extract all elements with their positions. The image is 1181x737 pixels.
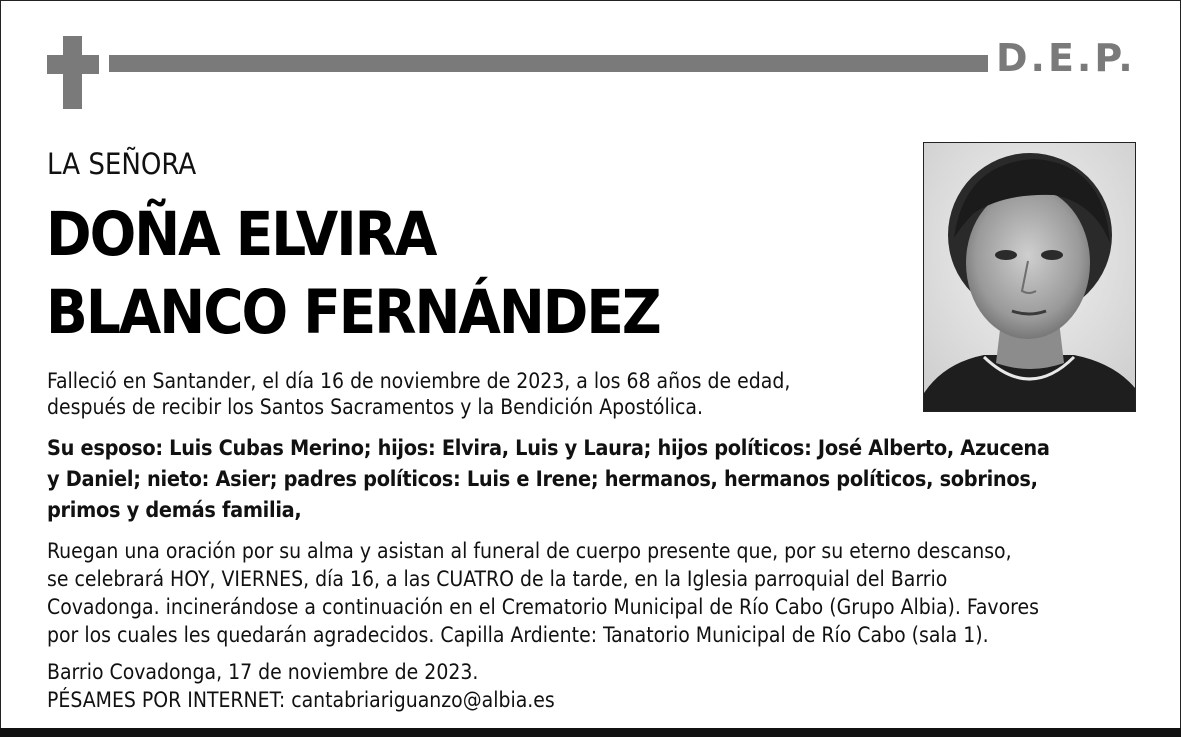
name-line-1: DOÑA ELVIRA	[46, 199, 436, 270]
condolences-line: PÉSAMES POR INTERNET: cantabriariguanzo@albia.es	[47, 688, 555, 712]
funeral-line: se celebrará HOY, VIERNES, día 16, a las CUATRO de la tarde, en la Iglesia parroquial del Barrio	[47, 567, 948, 591]
family-list	[47, 433, 1050, 526]
funeral-details	[47, 537, 1039, 649]
funeral-line: Covadonga. incinerándose a continuación en el Crematorio Municipal de Río Cabo (Grupo Albia). Favores	[47, 595, 1039, 619]
footer	[47, 658, 555, 714]
dep-label: D.E.P.	[996, 36, 1136, 80]
place-date: Barrio Covadonga, 17 de noviembre de 2023.	[47, 660, 479, 684]
deceased-name	[46, 196, 660, 352]
cross-icon-horizontal	[47, 55, 99, 74]
death-notice-line: Falleció en Santander, el día 16 de noviembre de 2023, a los 68 años de edad,	[47, 369, 791, 393]
name-line-2: BLANCO FERNÁNDEZ	[46, 277, 660, 348]
family-line: y Daniel; nieto: Asier; padres políticos: Luis e Irene; hermanos, hermanos políticos, sobrinos,	[47, 467, 1038, 492]
portrait-photo	[923, 142, 1136, 412]
family-line: primos y demás familia,	[47, 498, 302, 523]
death-notice-line: después de recibir los Santos Sacramentos y la Bendición Apostólica.	[47, 395, 703, 419]
honorific: LA SEÑORA	[47, 147, 197, 181]
funeral-line: Ruegan una oración por su alma y asistan al funeral de cuerpo presente que, por su eterno descanso,	[47, 539, 1012, 563]
bottom-border	[0, 728, 1181, 737]
header-rule	[109, 55, 988, 72]
family-line: Su esposo: Luis Cubas Merino; hijos: Elvira, Luis y Laura; hijos políticos: José Alberto, Azucena	[47, 436, 1050, 461]
funeral-line: por los cuales les quedarán agradecidos. Capilla Ardiente: Tanatorio Municipal de Río Cabo (sala 1).	[47, 623, 989, 647]
death-notice	[47, 368, 790, 420]
portrait-image	[924, 143, 1135, 411]
